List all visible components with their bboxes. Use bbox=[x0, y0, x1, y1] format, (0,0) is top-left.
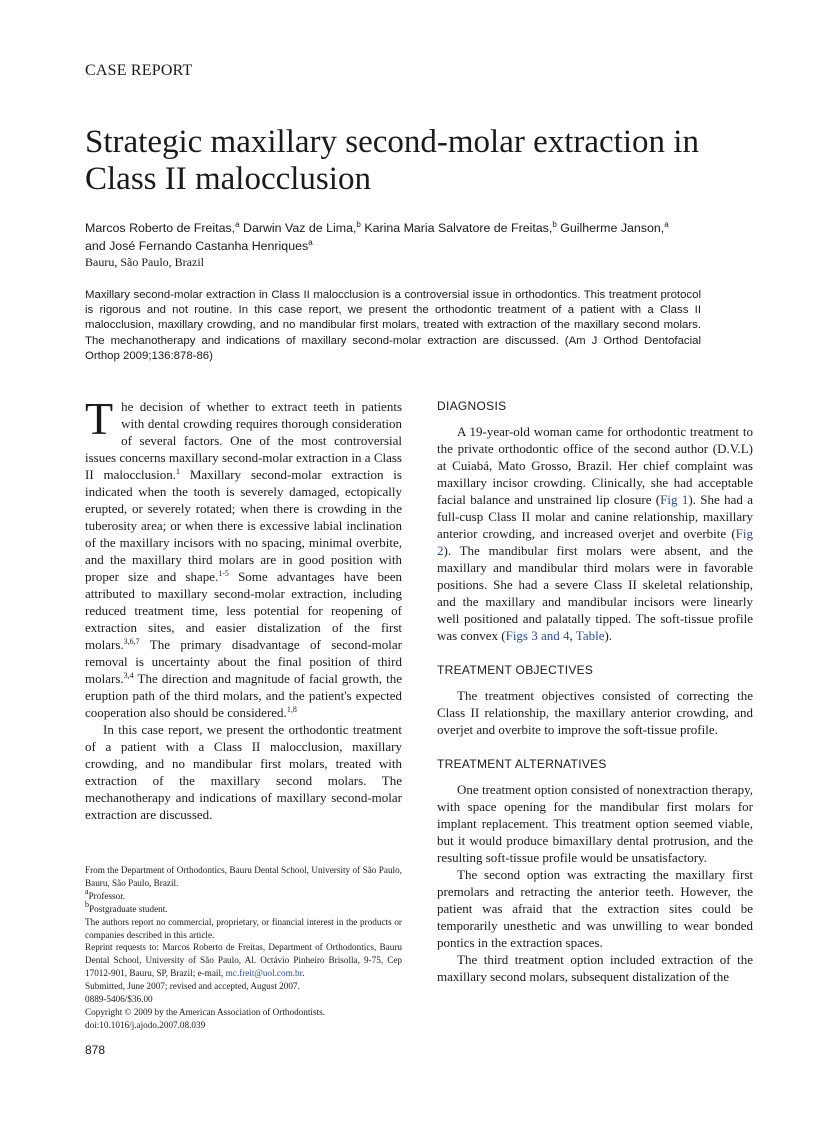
footnote-text: Professor. bbox=[88, 890, 126, 901]
author-affiliation-mark: b bbox=[356, 220, 361, 229]
author-affiliation-mark: b bbox=[552, 220, 557, 229]
author-location: Bauru, São Paulo, Brazil bbox=[85, 255, 204, 269]
right-column bbox=[437, 398, 753, 985]
author-affiliation-mark: a bbox=[235, 220, 240, 229]
footnote-issn: 0889-5406/$36.00 bbox=[85, 994, 153, 1005]
citation: 1-5 bbox=[218, 569, 229, 578]
intro-text: The direction and magnitude of facial growth, the eruption path of the third molars, and the patient's expected cooperation also should be considered. bbox=[85, 671, 402, 720]
author-name: Darwin Vaz de Lima, bbox=[239, 221, 357, 235]
section-heading-diagnosis: DIAGNOSIS bbox=[437, 399, 507, 413]
email-link[interactable]: mc.freit@uol.com.br bbox=[225, 968, 303, 979]
article-title: Strategic maxillary second-molar extraction in Class II malocclusion bbox=[85, 124, 699, 197]
footnote-text: Reprint requests to: Marcos Roberto de Freitas, Department of Orthodontics, Bauru Dental School, University of São Paulo, Al. Octávio Pinheiro Brisolla, 9-75, Cep 17012-901, Bauru, SP, Brazil; e-mail, bbox=[85, 942, 402, 979]
footnote-a bbox=[85, 886, 402, 903]
footnote-b bbox=[85, 899, 402, 916]
footnote-mark: a bbox=[85, 886, 89, 896]
footnote-mark: b bbox=[85, 899, 89, 909]
footnote-conflict: The authors report no commercial, proprietary, or financial interest in the products or companies described in this article. bbox=[85, 916, 402, 940]
footnote-text: . bbox=[302, 968, 305, 979]
footnote-submitted: Submitted, June 2007; revised and accepted, August 2007. bbox=[85, 981, 300, 992]
author-list bbox=[85, 219, 765, 255]
alternatives-paragraph-2: The second option was extracting the maxillary first premolars and retracting the anterior teeth. However, the patient was afraid that the extraction sites could be temporarily unesthetic and was unwilling to wear bonded pontics in the extraction spaces. bbox=[437, 867, 753, 950]
citation: 3,6,7 bbox=[123, 637, 140, 646]
footnote-text: Postgraduate student. bbox=[89, 903, 168, 914]
intro-paragraph-2: In this case report, we present the orthodontic treatment of a patient with a Class II malocclusion, maxillary crowding, and no mandibular first molars, treated with extraction of the maxillary second molars. The mechanotherapy and indications of maxillary second-molar extraction are discussed. bbox=[85, 722, 402, 822]
intro-text: Maxillary second-molar extraction is indicated when the tooth is severely damaged, ectopically erupted, or severely rotated; when there is crowding in the tuberosity area; or when there is excessive labial inclination of the maxillary incisors with no spacing, minimal overbite, and the maxillary third molars are in good position with proper size and shape. bbox=[85, 467, 402, 584]
footnote-copyright: Copyright © 2009 by the American Association of Orthodontists. bbox=[85, 1006, 325, 1017]
intro-paragraph bbox=[85, 393, 402, 721]
objectives-paragraph: The treatment objectives consisted of correcting the Class II relationship, the maxillary anterior crowding, and overjet and overbite to improve the soft-tissue profile. bbox=[437, 688, 753, 737]
body-text: ). She had a full-cusp Class II molar and canine relationship, maxillary anterior crowding, and increased overjet and overbite ( bbox=[437, 492, 753, 541]
author-name: Karina Maria Salvatore de Freitas, bbox=[360, 221, 553, 235]
body-text: ). bbox=[604, 628, 613, 643]
body-text: A 19-year-old woman came for orthodontic treatment to the private orthodontic office of the second author (D.V.L) at Cuiabá, Mato Grosso, Brazil. Her chief complaint was maxillary incisor crowding. Clinically, she had acceptable facial balance and unstrained lip closure ( bbox=[437, 424, 753, 507]
table-link[interactable]: Table bbox=[575, 628, 605, 643]
intro-text: he decision of whether to extract teeth in patients with dental crowding requires thorough consideration of several factors. One of the most controversial issues concerns maxillary second-molar extraction in a Class II malocclusion. bbox=[85, 399, 402, 482]
abstract: Maxillary second-molar extraction in Class II malocclusion is a controversial issue in orthodontics. This treatment protocol is rigorous and not routine. In this case report, we present the orthodontic treatment of a patient with a Class II malocclusion, maxillary crowding, and no mandibular first molars, treated with extraction of the maxillary second molars. The mechanotherapy and indications of maxillary second-molar extraction are discussed. (Am J Orthod Dentofacial Orthop 2009;136:878-86) bbox=[85, 289, 701, 362]
author-name: Marcos Roberto de Freitas, bbox=[85, 221, 236, 235]
footnotes bbox=[85, 864, 402, 1032]
intro-text: Some advantages have been attributed to maxillary second-molar extraction, including reduced treatment time, less potential for reopening of extraction sites, and easier distalization of the first molars. bbox=[85, 569, 402, 652]
author-affiliation-mark: a bbox=[308, 238, 313, 247]
author-name: and José Fernando Castanha Henriques bbox=[85, 239, 309, 253]
figure-link[interactable]: Fig 2 bbox=[437, 526, 753, 558]
article-type-label: CASE REPORT bbox=[85, 62, 193, 79]
footnote-doi: doi:10.1016/j.ajodo.2007.08.039 bbox=[85, 1019, 206, 1030]
body-text: , bbox=[569, 628, 576, 643]
author-affiliation-mark: a bbox=[664, 220, 669, 229]
section-heading-objectives: TREATMENT OBJECTIVES bbox=[437, 663, 594, 677]
figure-link[interactable]: Fig 1 bbox=[660, 492, 689, 507]
author-name: Guilherme Janson, bbox=[556, 221, 665, 235]
footnote-affiliation: From the Department of Orthodontics, Bauru Dental School, University of São Paulo, Bauru, São Paulo, Brazil. bbox=[85, 865, 402, 888]
page-number: 878 bbox=[85, 1043, 106, 1057]
intro-text: The primary disadvantage of second-molar removal is uncertainty about the final position of third molars. bbox=[85, 637, 402, 686]
section-heading-alternatives: TREATMENT ALTERNATIVES bbox=[437, 757, 607, 771]
figure-link[interactable]: Figs 3 and 4 bbox=[505, 628, 570, 643]
drop-cap: T bbox=[85, 393, 114, 444]
left-column bbox=[85, 393, 402, 823]
citation: 1 bbox=[176, 467, 181, 476]
alternatives-paragraph-1: One treatment option consisted of nonextraction therapy, with space opening for the mandibular first molars for implant replacement. This treatment option seemed viable, but it would produce bimaxillary dental protrusion, and the resulting soft-tissue profile would be unsatisfactory. bbox=[437, 782, 753, 865]
body-text: ). The mandibular first molars were absent, and the maxillary and mandibular third molars were in favorable positions. She had a severe Class II skeletal relationship, and the maxillary and mandibular incisors were linearly well positioned and palatally tipped. The soft-tissue profile was convex ( bbox=[437, 543, 753, 643]
alternatives-paragraph-3: The third treatment option included extraction of the maxillary second molars, subsequent distalization of the bbox=[437, 952, 753, 984]
citation: 1,8 bbox=[286, 705, 297, 714]
footnote-reprint bbox=[85, 941, 402, 980]
citation: 3,4 bbox=[123, 671, 134, 680]
diagnosis-paragraph bbox=[437, 423, 753, 644]
